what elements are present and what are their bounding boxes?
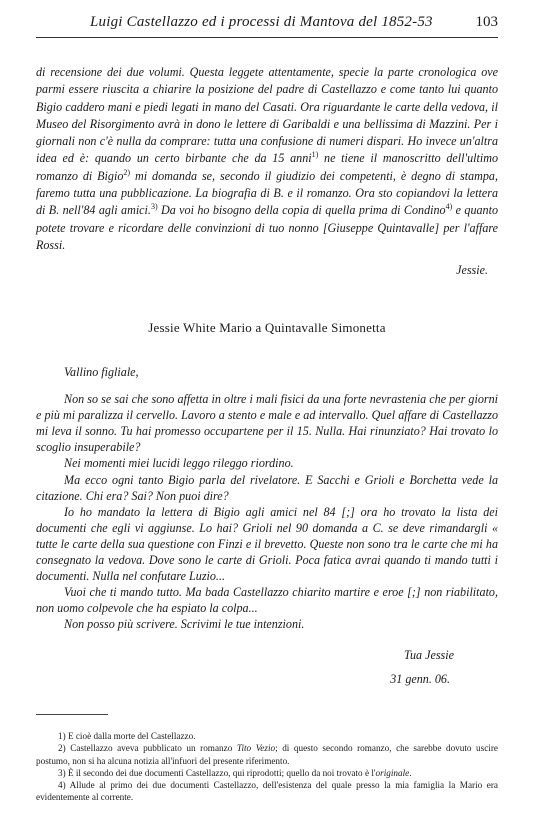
letter-paragraph: Vuoi che ti mando tutto. Ma bada Castellazzo chiarito martire e eroe [;] non riabilitato, non uomo colpevole che ha espiato la colpa... (36, 585, 498, 616)
footnote-1: 1) E cioè dalla morte del Castellazzo. (58, 731, 196, 741)
header-rule (36, 37, 498, 38)
letter-paragraph: Non so se sai che sono affetta in oltre i mali fisici da una forte nevrastenia che per giorni e più mi paralizza il cervello. Lavoro a stento e male e ad intervallo. Quel affare di Castellazzo mi leva il sonno. Tu hai promesso occupartene per il 15. Nulla. Hai rinunziato? Hai trovato lo scoglio insuperabile? (36, 392, 498, 455)
footnote-ref-4: 4) (445, 202, 453, 212)
letter-date: 31 genn. 06. (390, 671, 450, 686)
footnote-4: 4) Allude al primo dei due documenti Castellazzo, dell'esistenza del quale presso la mia famiglia la Mario era evidentemente al corrente. (36, 780, 498, 803)
running-title: Luigi Castellazzo ed i processi di Mantova del 1852-53 (90, 14, 433, 30)
letter-paragraph: Io ho mandato la lettera di Bigio agli amici nel 84 [;] ora ho trovato la lista dei documenti che egli vi aggiunse. Lo hai? Grioli nel 90 domanda a C. se deve rimandargli « tutte le carte della sua questione con Finzi e il brevetto. Queste non sono tra le carte che mi ha consegnato la vedova. Dove sono le carte di Grioli. Poca fatica avrai quando ti mando tutti i documenti. Nulla nel confutare Luzio... (36, 504, 498, 584)
page-header (36, 14, 498, 36)
letter-closing: Tua Jessie (403, 647, 454, 662)
footnote-ref-2: 2) (123, 167, 131, 177)
footnotes (36, 730, 498, 804)
opening-paragraph: di recensione dei due volumi. Questa leggete attentamente, specie la parte cronologica ove parmi essere riuscita a chiarire la posizione del padre di Castellazzo e come tanto lui quanto Bigio caddero mani e piedi legati in mano del Casati. Ora riguardante le carte della vedova, il Museo del Risorgimento avrà in dono le lettere di Garibaldi e una bellissima di Mazzini. Per i giornali non c'è nulla da comprare: tutta una confusione di numeri dispari. Ho invece un'altra idea ed è: quando un certo birbante che da 15 anni$^{1)}$ ne tiene il manoscritto dell'ultimo romanzo di Bigio$^{2)}$ mi domanda se, secondo il giudizio dei competenti, è degno di stampa, faremo tutta una pubblicazione. La biografia di B. e il romanzo. Ora sto copiandovi la lettera di B. nell'84 agli amici.$^{3)}$ Da voi ho bisogno della copia di quella prima di Condino$^{4)}$ e quanto potete trovare e ricordare delle convinzioni di tuo nonno [Giuseppe Quintavalle] per l'affare Rossi. (36, 65, 499, 252)
opening-signature: Jessie. (456, 263, 488, 278)
footnote-ref-1: 1) (311, 150, 319, 160)
letter-title: Jessie White Mario a Quintavalle Simonetta (148, 320, 386, 335)
opening-text (36, 64, 498, 280)
letter-paragraph: Nei momenti miei lucidi leggo rileggo riordino. (64, 456, 294, 471)
footnote-rule (36, 714, 108, 715)
letter-paragraph: Ma ecco ogni tanto Bigio parla del rivelatore. E Sacchi e Grioli e Borchetta vede la citazione. Chi era? Sai? Non puoi dire? (36, 472, 498, 503)
letter-salutation: Vallino figliale, (64, 365, 139, 379)
footnote-ref-3: 3) (150, 202, 158, 212)
letter-paragraph: Non posso più scrivere. Scrivimi le tue intenzioni. (64, 617, 305, 632)
footnote-3: 3) È il secondo dei due documenti Castellazzo, qui riprodotti; quello da noi trovato è l'originale. (58, 767, 412, 778)
footnote-2: 2) Castellazzo aveva pubblicato un romanzo Tito Vezio; di questo secondo romanzo, che sarebbe dovuto uscire postumo, non si ha alcuna notizia all'infuori del presente riferimento. (36, 743, 498, 766)
letter-body (36, 364, 498, 687)
page-number: 103 (475, 14, 498, 30)
